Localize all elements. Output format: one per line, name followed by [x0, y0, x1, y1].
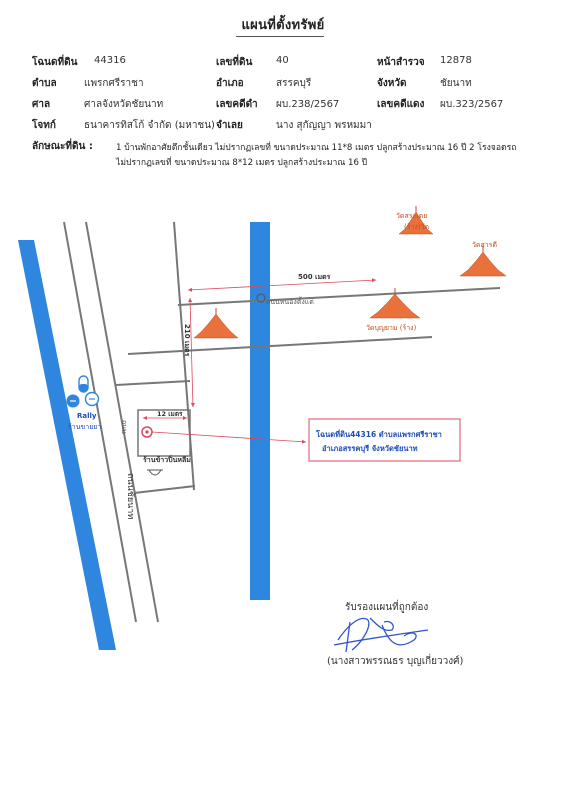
road-label-top: ถนนหนองตั้งแต่	[266, 298, 314, 306]
court-value: ศาลจังหวัดชัยนาท	[84, 99, 164, 110]
certifier-name: (นางสาวพรรณธร บุญเกี่ยววงศ์)	[327, 656, 464, 667]
road-bottom	[134, 486, 195, 493]
province-label: จังหวัด	[377, 78, 407, 89]
district-label: อำเภอ	[216, 78, 244, 89]
road-lower	[116, 381, 190, 385]
temple-label-4: วัดแจ้งบุญ	[198, 339, 227, 347]
measure-12m-label: 12 เมตร	[157, 410, 183, 418]
page-title: แผนที่ตั้งทรัพย์	[241, 18, 325, 33]
restaurant-label: ร้านข้าวปิ่นหลีม	[143, 456, 191, 464]
road-label-main-b: ถนน	[120, 420, 128, 434]
temple-label-2: วัดสารดี	[472, 241, 497, 249]
signature-mark	[334, 618, 428, 652]
survey-page-label: หน้าสำรวจ	[377, 57, 425, 68]
defendant-value: นาง สุกัญญา พรหมมา	[276, 120, 372, 131]
land-desc-line-2: ไม่ปรากฏเลขที่ ขนาดประมาณ 8*12 เมตร ปลูกสร้างประมาณ 16 ปี	[116, 158, 368, 168]
plaintiff-label: โจทก์	[32, 120, 56, 131]
road-top	[178, 288, 500, 305]
land-no-value: 40	[276, 55, 289, 66]
measure-500m-label: 500 เมตร	[298, 273, 331, 281]
land-no-label: เลขที่ดิน	[216, 57, 253, 68]
deed-value: 44316	[94, 55, 126, 66]
measure-500m	[188, 280, 376, 290]
temple-label-1b: (ร้าง)วัด	[404, 223, 430, 231]
defendant-label: จำเลย	[216, 120, 243, 131]
property-pin-dot	[145, 430, 148, 433]
road-middle	[128, 337, 432, 354]
district-value: สรรคบุรี	[276, 78, 312, 89]
callout-line-1: โฉนดที่ดิน44316 ตำบลแพรกศรีราชา	[316, 430, 442, 439]
pharmacy-label-b: ร้านขายยา	[68, 423, 102, 431]
red-case-value: ผบ.323/2567	[440, 99, 504, 110]
subdistrict-label: ตำบล	[32, 78, 57, 89]
plaintiff-value: ธนาคารทิสโก้ จำกัด (มหาชน)	[84, 120, 215, 131]
land-desc-label: ลักษณะที่ดิน :	[32, 141, 93, 152]
temple-label-1: วัดสระเตย	[396, 212, 428, 220]
bowl-icon	[147, 470, 163, 475]
callout-pointer	[152, 432, 306, 442]
red-case-label: เลขคดีแดง	[377, 99, 425, 110]
road-label-main: ถนนชัยนาท	[125, 473, 135, 520]
land-desc-line-1: 1 บ้านพักอาศัยตึกชั้นเดียว ไม่ปรากฏเลขที่ ขนาดประมาณ 11*8 เมตร ปลูกสร้างประมาณ 16 ปี 2 โรงจอดรถ	[116, 143, 517, 153]
temple-icon	[460, 246, 506, 276]
black-case-label: เลขคดีดำ	[216, 99, 258, 110]
survey-page-value: 12878	[440, 55, 472, 66]
province-value: ชัยนาท	[440, 78, 472, 89]
deed-label: โฉนดที่ดิน	[32, 57, 78, 68]
measure-210m-label: 210 เมตร	[183, 324, 191, 357]
subdistrict-value: แพรกศรีราชา	[84, 78, 144, 89]
temple-icon	[194, 308, 238, 338]
canal-right	[250, 222, 270, 600]
callout-box	[309, 419, 460, 461]
certify-text: รับรองแผนที่ถูกต้อง	[345, 602, 429, 613]
pharmacy-label: Rally	[77, 412, 97, 420]
temple-label-3: วัดบุญยาม (ร้าง)	[366, 324, 417, 332]
callout-line-2: อำเภอสรรคบุรี จังหวัดชัยนาท	[322, 444, 418, 453]
court-label: ศาล	[32, 99, 51, 110]
black-case-value: ผบ.238/2567	[276, 99, 340, 110]
